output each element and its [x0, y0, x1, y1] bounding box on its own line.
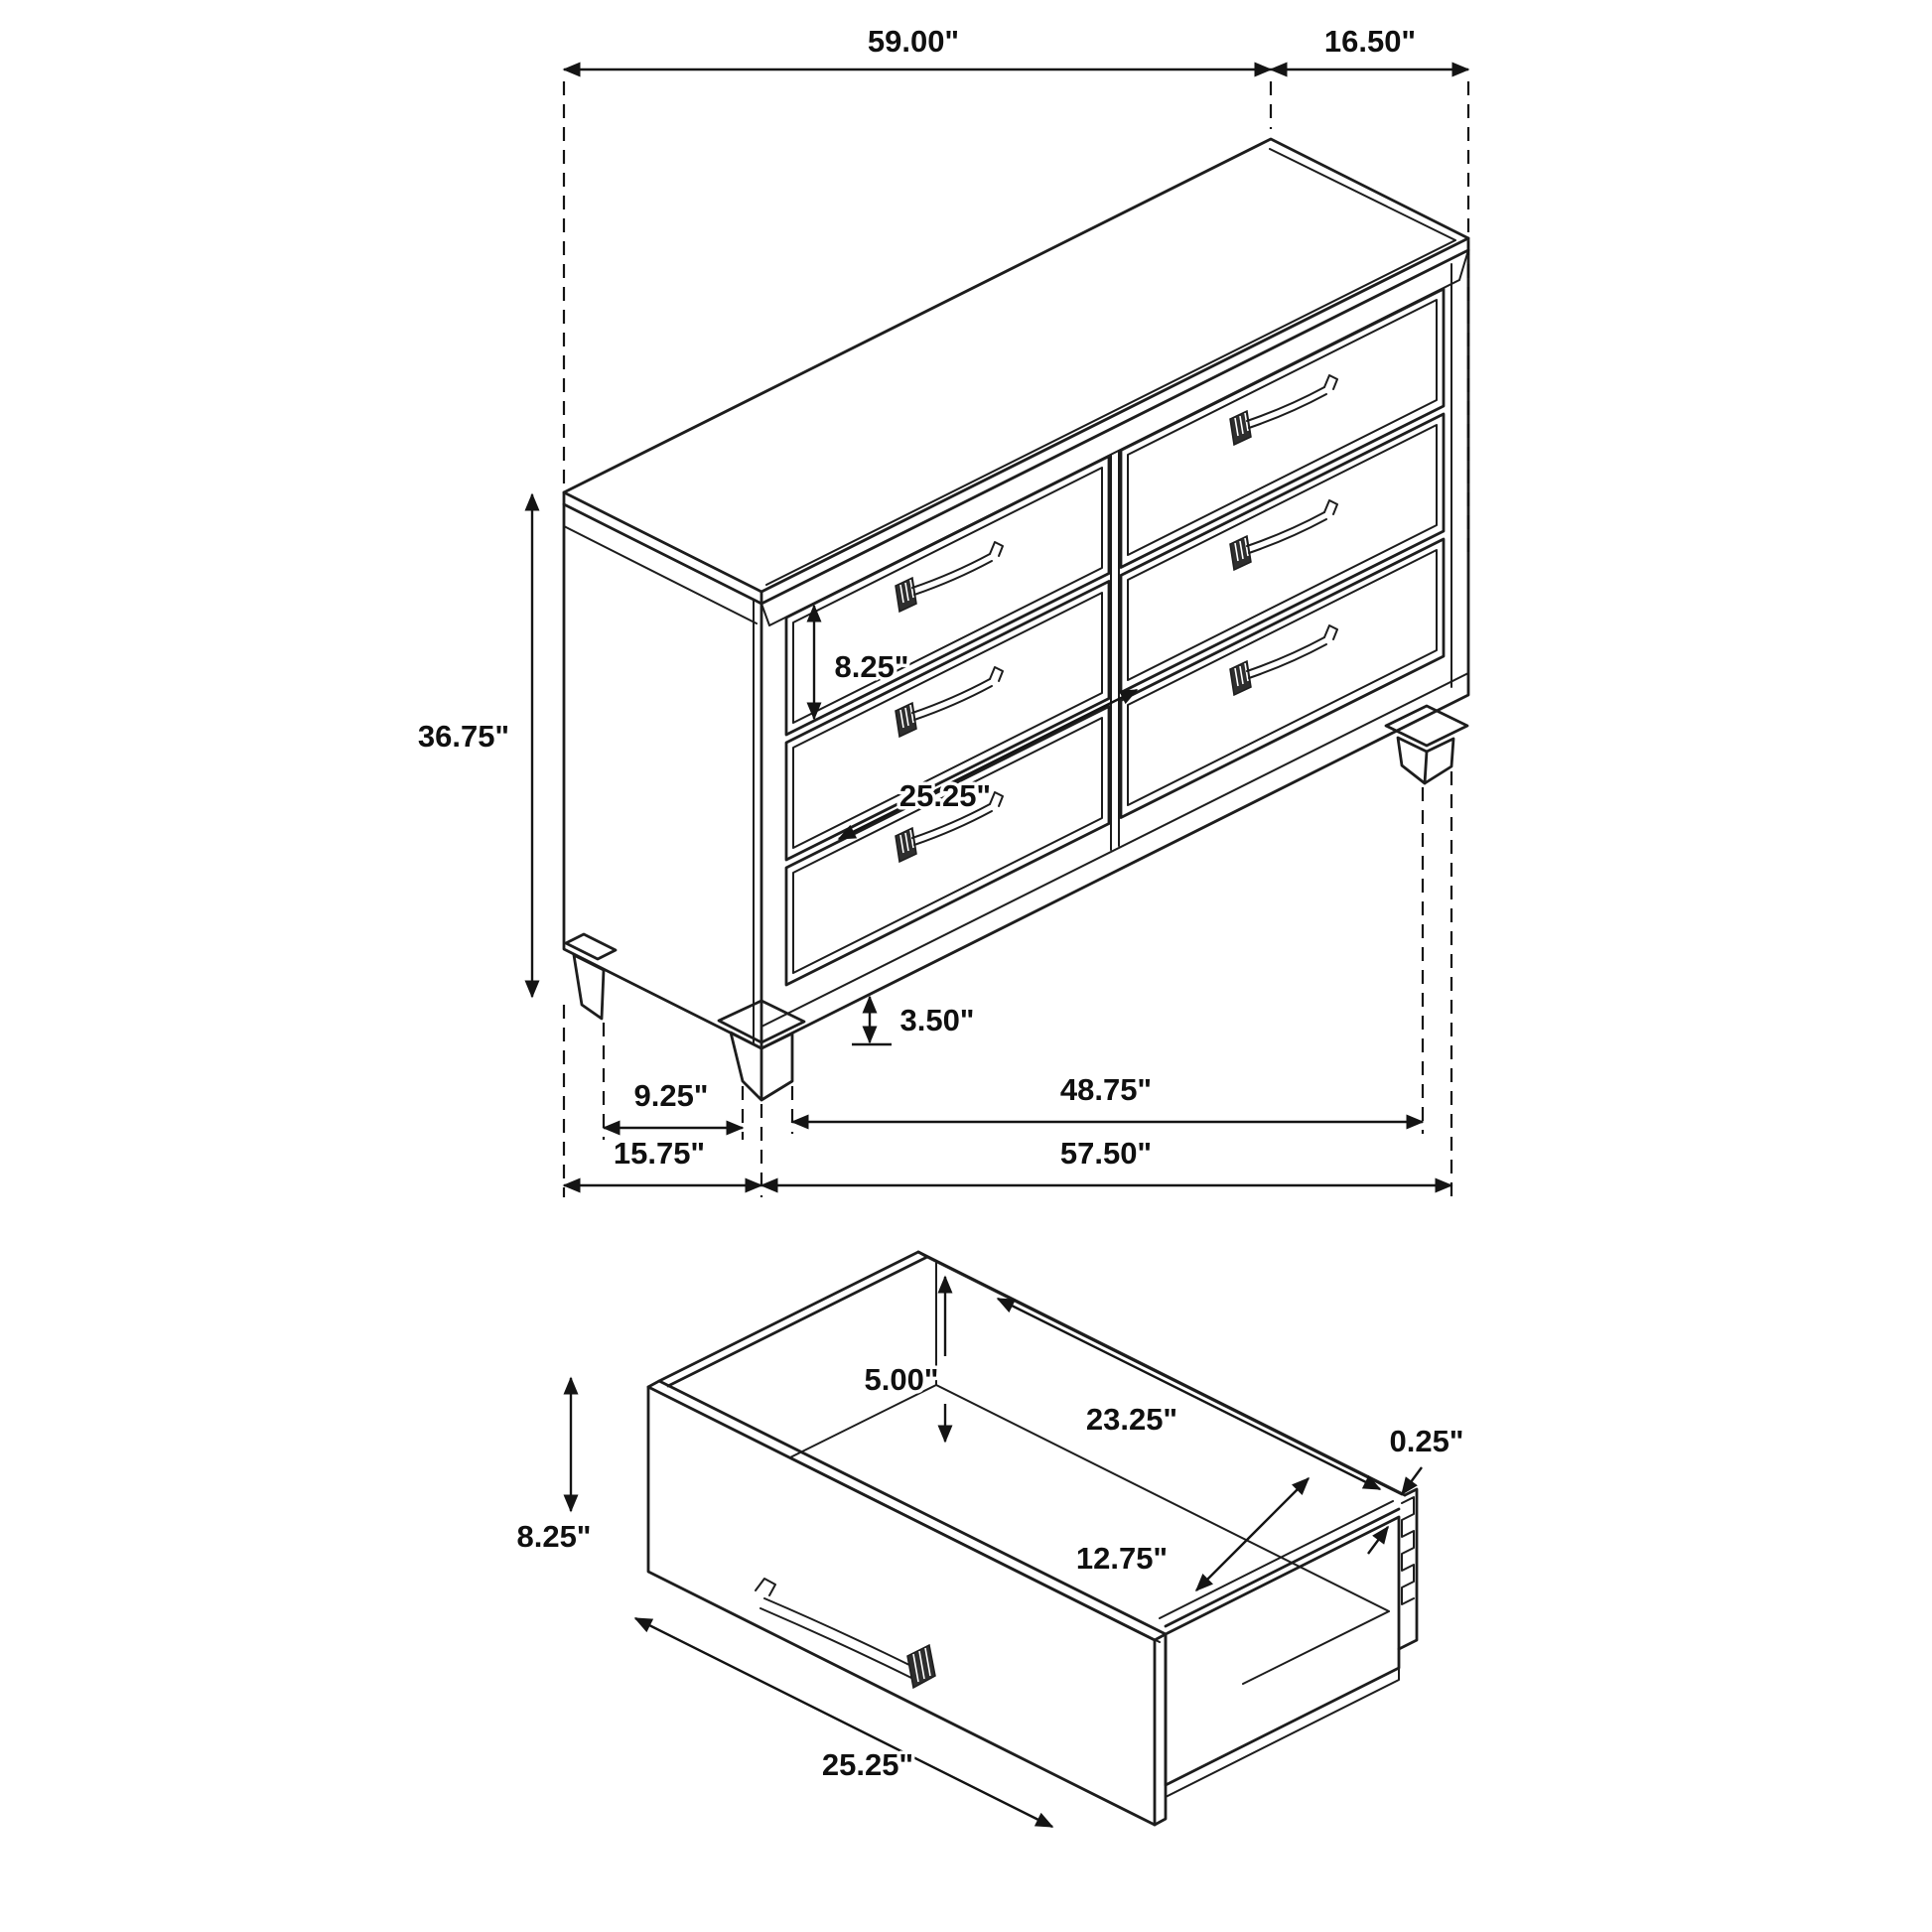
foot-back-left	[566, 934, 616, 1019]
label-dresser-foot-height: 3.50"	[899, 1003, 975, 1037]
drawer-right-side-panel	[1166, 1509, 1399, 1785]
dresser-handle-right-bottom	[1230, 625, 1337, 695]
label-dresser-height: 36.75"	[417, 719, 510, 754]
drawer-figure	[516, 1252, 1463, 1827]
dresser-top-face	[564, 139, 1468, 592]
drawer-bottom-edge-strip	[1166, 1668, 1399, 1797]
dim-line-interior-depth	[1196, 1478, 1309, 1590]
dresser-center-divider	[1111, 451, 1119, 850]
dim-line-interior-width	[998, 1299, 1380, 1489]
dresser-left-side	[564, 504, 761, 1048]
label-dresser-width-top: 59.00"	[867, 24, 960, 59]
dim-line-drawer-front-width	[839, 690, 1137, 839]
label-dresser-base-depth: 15.75"	[613, 1136, 706, 1171]
drawer-back-wall-top-edge	[918, 1252, 1405, 1495]
label-dresser-base-width: 57.50"	[1059, 1136, 1153, 1171]
label-drawer-interior-width: 23.25"	[1085, 1402, 1178, 1437]
dovetail-teeth	[1402, 1497, 1414, 1604]
foot-front-right	[1386, 706, 1467, 783]
label-drawer-back-interior-height: 5.00"	[864, 1362, 939, 1397]
label-drawer-front-height: 8.25"	[516, 1519, 592, 1554]
label-drawer-interior-depth: 12.75"	[1075, 1541, 1169, 1576]
label-dresser-front-feet-span: 48.75"	[1059, 1072, 1153, 1107]
dresser-handle-left-middle	[896, 667, 1003, 737]
label-drawer-panel-thickness: 0.25"	[1389, 1424, 1464, 1458]
label-dresser-depth-top: 16.50"	[1323, 24, 1417, 59]
label-dresser-side-feet-gap: 9.25"	[633, 1078, 709, 1113]
dresser-feet	[566, 706, 1467, 1100]
label-dresser-drawer-front-height: 8.25"	[834, 649, 909, 684]
dresser-handle-left-top	[896, 542, 1003, 612]
label-drawer-front-width: 25.25"	[821, 1747, 914, 1782]
dresser-figure	[418, 24, 1468, 1197]
label-dresser-drawer-front-width: 25.25"	[898, 778, 992, 813]
dresser-handle-right-middle	[1230, 500, 1337, 570]
drawer-front-panel-end-edge	[1155, 1634, 1166, 1825]
